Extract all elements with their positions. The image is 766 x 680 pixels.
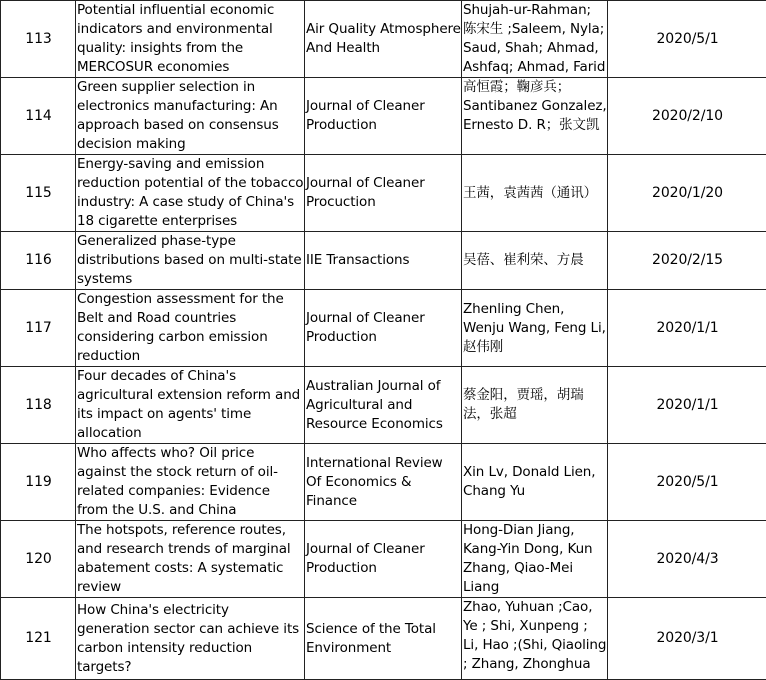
row-number: 117 xyxy=(1,290,76,367)
table-row xyxy=(1,367,766,444)
authors: 王茜，袁茜茜（通讯） xyxy=(462,155,608,232)
publish-date: 2020/1/1 xyxy=(608,290,766,367)
publish-date: 2020/3/1 xyxy=(608,598,766,680)
journal-name: Air Quality Atmosphere And Health xyxy=(305,1,462,78)
journal-name: Journal of Cleaner Production xyxy=(305,521,462,598)
publish-date: 2020/4/3 xyxy=(608,521,766,598)
journal-name: IIE Transactions xyxy=(305,232,462,290)
table-row xyxy=(1,598,766,680)
row-number: 116 xyxy=(1,232,76,290)
table-row xyxy=(1,232,766,290)
journal-name: Journal of Cleaner Production xyxy=(305,78,462,155)
paper-title: Generalized phase-type distributions based on multi-state systems xyxy=(76,232,305,290)
row-number: 118 xyxy=(1,367,76,444)
authors: 蔡金阳，贾瑶，胡瑞法，张超 xyxy=(462,367,608,444)
journal-name: Journal of Cleaner Procuction xyxy=(305,155,462,232)
row-number: 113 xyxy=(1,1,76,78)
journal-name: Journal of Cleaner Production xyxy=(305,290,462,367)
row-number: 121 xyxy=(1,598,76,680)
table-row xyxy=(1,290,766,367)
paper-title: Potential influential economic indicators and environmental quality: insights from the MERCOSUR economies xyxy=(76,1,305,78)
publish-date: 2020/2/10 xyxy=(608,78,766,155)
publish-date: 2020/2/15 xyxy=(608,232,766,290)
paper-title: Green supplier selection in electronics manufacturing: An approach based on consensus decision making xyxy=(76,78,305,155)
authors: Xin Lv, Donald Lien, Chang Yu xyxy=(462,444,608,521)
paper-title: Energy-saving and emission reduction potential of the tobacco industry: A case study of China's 18 cigarette enterprises xyxy=(76,155,305,232)
row-number: 120 xyxy=(1,521,76,598)
authors: Zhenling Chen, Wenju Wang, Feng Li, 赵伟刚 xyxy=(462,290,608,367)
publish-date: 2020/5/1 xyxy=(608,1,766,78)
authors: Shujah-ur-Rahman; 陈宋生 ;Saleem, Nyla; Saud, Shah; Ahmad, Ashfaq; Ahmad, Farid xyxy=(462,1,608,78)
row-number: 115 xyxy=(1,155,76,232)
table-row xyxy=(1,521,766,598)
table-row xyxy=(1,155,766,232)
publish-date: 2020/1/20 xyxy=(608,155,766,232)
journal-name: Australian Journal of Agricultural and Resource Economics xyxy=(305,367,462,444)
table-row xyxy=(1,78,766,155)
table-row xyxy=(1,444,766,521)
publish-date: 2020/1/1 xyxy=(608,367,766,444)
journal-name: International Review Of Economics & Finance xyxy=(305,444,462,521)
authors: 高恒霞；鞠彦兵；Santibanez Gonzalez, Ernesto D. R；张文凯 xyxy=(462,78,608,155)
paper-title: The hotspots, reference routes, and research trends of marginal abatement costs: A systematic review xyxy=(76,521,305,598)
publish-date: 2020/5/1 xyxy=(608,444,766,521)
table-row xyxy=(1,1,766,78)
paper-title: Congestion assessment for the Belt and Road countries considering carbon emission reduction xyxy=(76,290,305,367)
paper-title: Who affects who? Oil price against the stock return of oil-related companies: Evidence from the U.S. and China xyxy=(76,444,305,521)
row-number: 119 xyxy=(1,444,76,521)
authors: 吴蓓、崔利荣、方晨 xyxy=(462,232,608,290)
journal-name: Science of the Total Environment xyxy=(305,598,462,680)
paper-title: Four decades of China's agricultural extension reform and its impact on agents' time allocation xyxy=(76,367,305,444)
authors: Hong-Dian Jiang, Kang-Yin Dong, Kun Zhang, Qiao-Mei Liang xyxy=(462,521,608,598)
paper-title: How China's electricity generation sector can achieve its carbon intensity reduction targets? xyxy=(76,598,305,680)
row-number: 114 xyxy=(1,78,76,155)
authors: Zhao, Yuhuan ;Cao, Ye ; Shi, Xunpeng ; Li, Hao ;(Shi, Qiaoling ; Zhang, Zhonghua xyxy=(462,598,608,680)
